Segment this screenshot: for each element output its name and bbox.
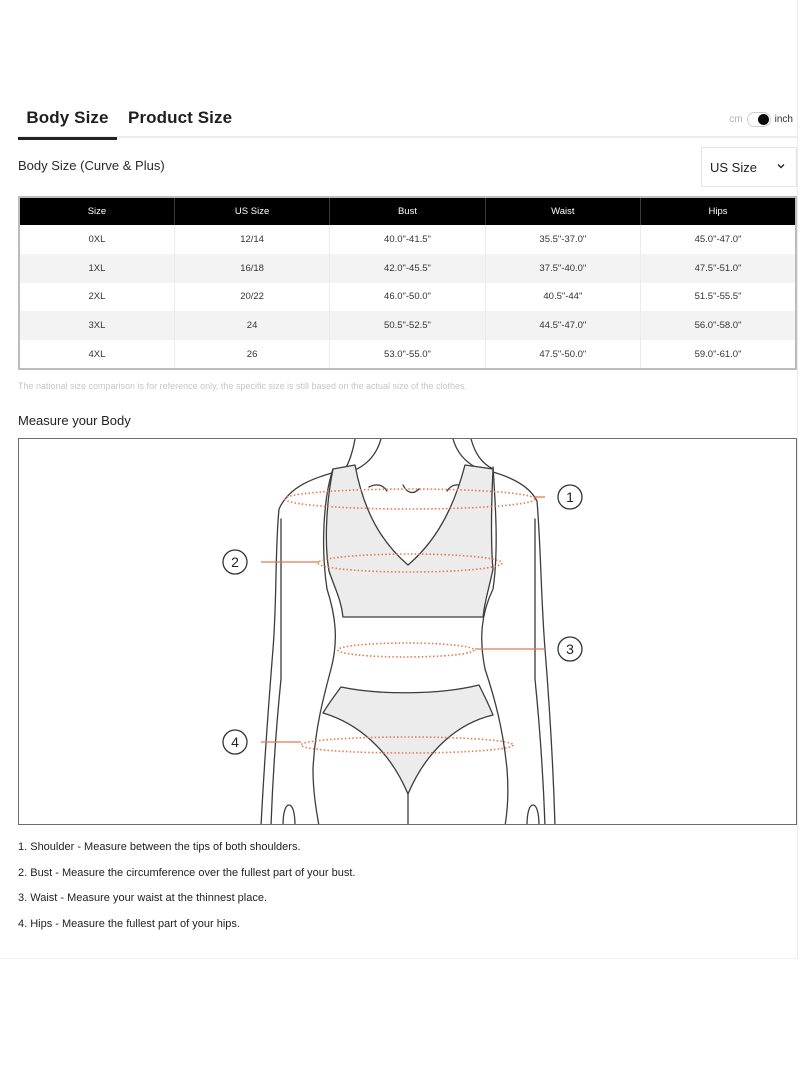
section-title: Body Size (Curve & Plus)	[18, 158, 165, 173]
instruction-bust: 2. Bust - Measure the circumference over the fullest part of your bust.	[18, 866, 356, 879]
unit-cm-label[interactable]: cm	[729, 113, 743, 125]
size-disclaimer: The national size comparison is for reference only, the specific size is still based on the actual size of the clothes.	[18, 381, 468, 391]
cell-waist: 35.5"-37.0"	[485, 225, 640, 254]
table-row	[19, 311, 796, 340]
cell-hips: 51.5"-55.5"	[694, 291, 742, 303]
measure-title: Measure your Body	[18, 413, 131, 428]
cell-waist: 44.5"-47.0"	[485, 311, 640, 340]
size-system-value: US Size	[710, 159, 757, 175]
table-row	[19, 254, 796, 283]
table-row	[19, 283, 796, 312]
cell-us-size: 24	[174, 311, 329, 340]
cell-bust: 40.0"-41.5"	[330, 225, 485, 254]
cell-size: 1XL	[19, 254, 174, 283]
cell-waist: 37.5"-40.0"	[485, 254, 640, 283]
body-measurement-illustration	[18, 438, 797, 825]
table-row	[19, 225, 796, 254]
cell-us-size: 26	[174, 340, 329, 369]
cell-us-size: 12/14	[174, 225, 329, 254]
cell-size: 0XL	[19, 225, 174, 254]
instruction-waist: 3. Waist - Measure your waist at the thinnest place.	[18, 892, 268, 905]
cell-hips: 45.0"-47.0"	[694, 233, 742, 245]
cell-hips: 56.0"-58.0"	[641, 311, 796, 340]
cell-hips: 47.5"-51.0"	[641, 254, 796, 283]
header-us-size: US Size	[174, 197, 329, 225]
cell-bust: 50.5"-52.5"	[330, 311, 485, 340]
body-figure-icon	[19, 439, 797, 825]
marker-1: 1	[566, 489, 574, 505]
marker-2: 2	[231, 554, 239, 570]
tab-product-size[interactable]: Product Size	[128, 108, 233, 127]
tab-body-size[interactable]: Body Size	[18, 108, 117, 140]
switch-knob	[758, 114, 769, 125]
instruction-hips: 4. Hips - Measure the fullest part of your hips.	[18, 918, 240, 931]
size-table	[18, 196, 797, 370]
size-tabs	[18, 100, 798, 138]
table-header-row	[19, 197, 796, 225]
cell-waist: 40.5"-44"	[485, 283, 640, 312]
unit-toggle[interactable]	[729, 111, 793, 127]
cell-size: 2XL	[19, 283, 174, 312]
cell-bust: 46.0"-50.0"	[330, 283, 485, 312]
marker-4: 4	[231, 734, 239, 750]
header-size: Size	[19, 197, 174, 225]
cell-waist: 47.5"-50.0"	[485, 340, 640, 369]
cell-size: 3XL	[19, 311, 174, 340]
cell-hips: 59.0"-61.0"	[694, 348, 742, 360]
cell-bust: 42.0"-45.5"	[330, 254, 485, 283]
cell-us-size: 20/22	[174, 283, 329, 312]
cell-bust: 53.0"-55.0"	[330, 340, 485, 369]
unit-inch-label[interactable]: inch	[774, 113, 793, 125]
cell-us-size: 16/18	[174, 254, 329, 283]
header-waist: Waist	[485, 197, 640, 225]
cell-size: 4XL	[19, 340, 174, 369]
size-system-select[interactable]	[701, 147, 797, 187]
header-bust: Bust	[330, 197, 485, 225]
chevron-down-icon	[776, 161, 786, 171]
instruction-shoulder: 1. Shoulder - Measure between the tips of both shoulders.	[18, 841, 301, 853]
header-hips: Hips	[641, 197, 796, 225]
table-row	[19, 340, 796, 369]
unit-switch[interactable]	[747, 112, 771, 127]
marker-3: 3	[566, 641, 574, 657]
measurement-instructions	[18, 840, 356, 943]
